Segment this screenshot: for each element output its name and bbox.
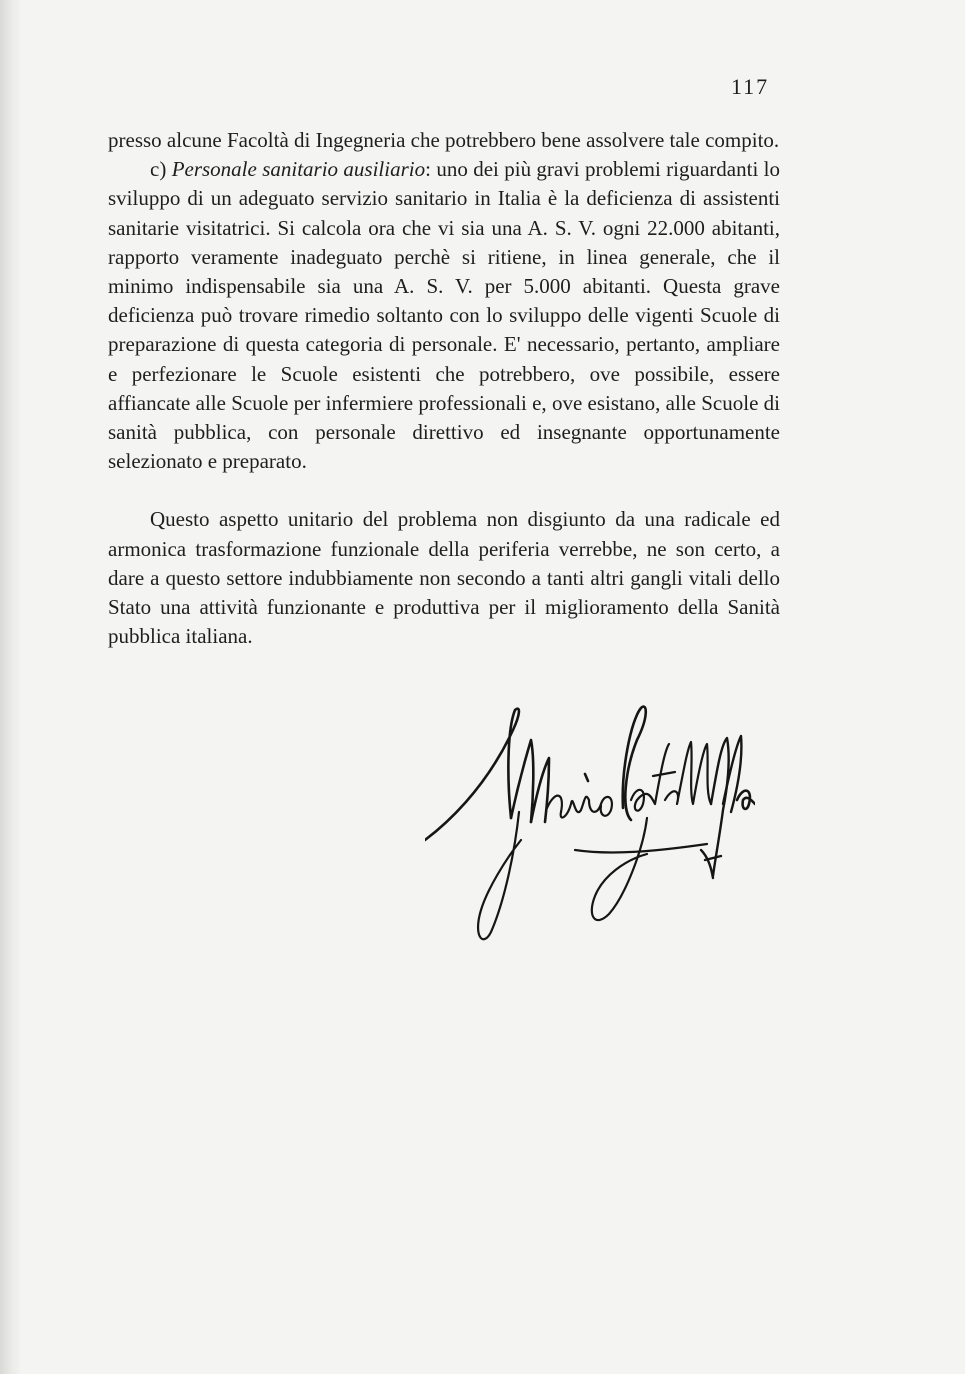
paragraph-personale-sanitario: [108, 155, 780, 476]
section-heading-italic: Personale sanitario ausiliario: [171, 157, 426, 182]
paragraph-body: : uno dei più gravi problemi riguardanti lo sviluppo di un adeguato servizio sanitario in Italia è la deficienza di assistenti sanitarie visitatrici. Si calcola ora che vi sia una A. S. V. ogni 22.000 abitanti, rapporto veramente inadeguato perchè si ritiene, in linea generale, che il minimo indispensabile sia una A. S. V. per 5.000 abitanti. Questa grave deficienza può trovare rimedio soltanto con lo sviluppo delle vigenti Scuole di preparazione di questa categoria di personale. E' necessario, pertanto, ampliare e perfezionare le Scuole esistenti che potrebbero, ove possibile, essere affiancate alle Scuole per infermiere professionali e, ove esistano, alle Scuole di sanità pubblica, con personale direttivo ed insegnante opportunamente selezionato e preparato.: [108, 157, 780, 474]
list-marker: c): [150, 157, 172, 182]
paragraph-continuation: presso alcune Facoltà di Ingegneria che potrebbero bene assolvere tale compito.: [108, 128, 780, 152]
handwritten-signature: [425, 700, 755, 950]
page-number: 117: [731, 74, 770, 99]
body-text: [108, 126, 780, 651]
paragraph-conclusion: Questo aspetto unitario del problema non disgiunto da una radicale ed armonica trasformazione funzionale della periferia verrebbe, ne son certo, a dare a questo settore indubbiamente non secondo a tanti altri gangli vitali dello Stato una attività funzionante e produttiva per il miglioramento della Sanità pubblica italiana.: [108, 507, 780, 649]
page-edge-shadow: [0, 0, 22, 1374]
